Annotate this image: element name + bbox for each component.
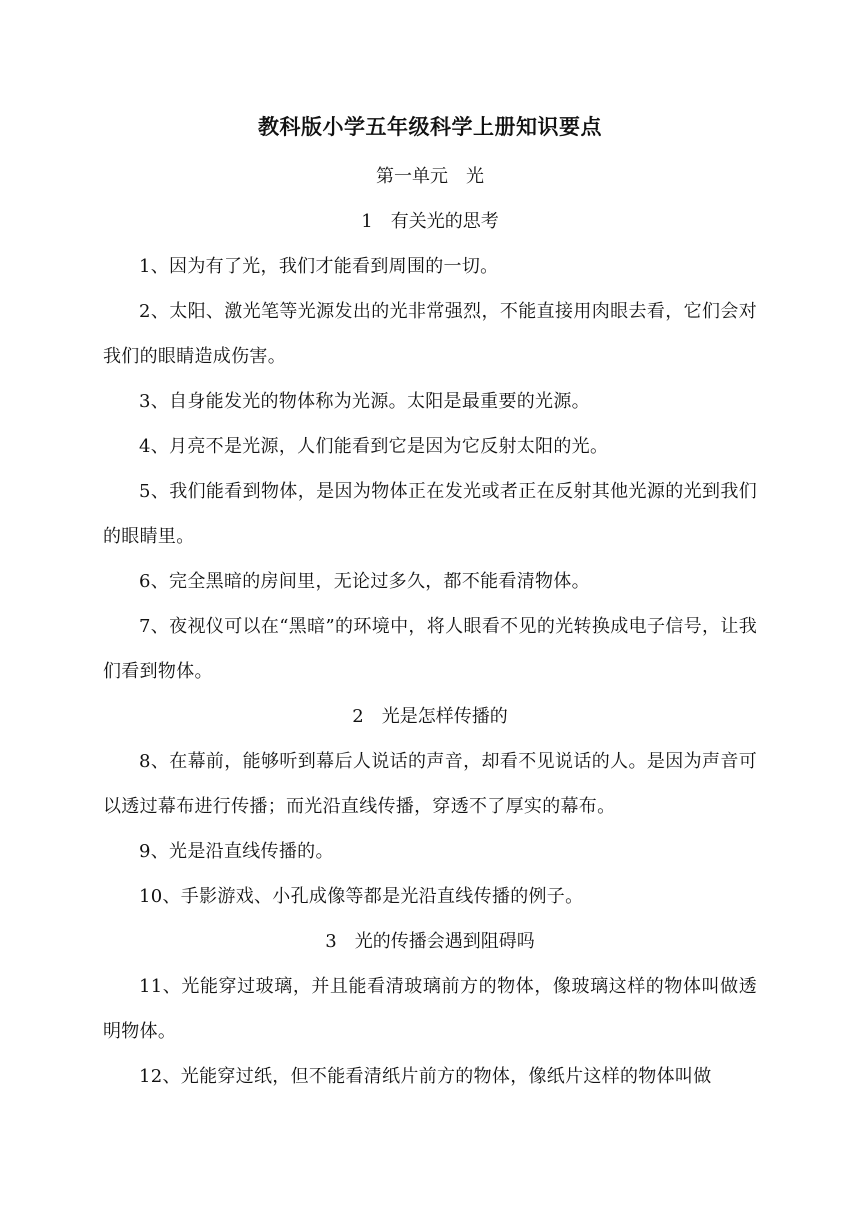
knowledge-point-4: 4、月亮不是光源，人们能看到它是因为它反射太阳的光。	[139, 436, 609, 457]
knowledge-point-2: 2、太阳、激光笔等光源发出的光非常强烈，不能直接用肉眼去看，它们会对我们的眼睛造成伤害。	[103, 301, 757, 367]
section-3-heading: 3 光的传播会遇到阻碍吗	[325, 931, 535, 952]
knowledge-point-12: 12、光能穿过纸，但不能看清纸片前方的物体，像纸片这样的物体叫做	[139, 1066, 712, 1087]
knowledge-point-5: 5、我们能看到物体，是因为物体正在发光或者正在反射其他光源的光到我们的眼睛里。	[103, 481, 757, 547]
document-content	[103, 100, 757, 1099]
document-title: 教科版小学五年级科学上册知识要点	[258, 114, 602, 139]
section-1-heading: 1 有关光的思考	[361, 211, 499, 232]
knowledge-point-8: 8、在幕前，能够听到幕后人说话的声音，却看不见说话的人。是因为声音可以透过幕布进行传播；而光沿直线传播，穿透不了厚实的幕布。	[103, 751, 757, 817]
knowledge-point-10: 10、手影游戏、小孔成像等都是光沿直线传播的例子。	[139, 886, 584, 907]
unit-heading: 第一单元 光	[376, 166, 484, 187]
section-2-heading: 2 光是怎样传播的	[352, 706, 508, 727]
knowledge-point-1: 1、因为有了光，我们才能看到周围的一切。	[139, 256, 499, 277]
knowledge-point-3: 3、自身能发光的物体称为光源。太阳是最重要的光源。	[139, 391, 590, 412]
knowledge-point-6: 6、完全黑暗的房间里，无论过多久，都不能看清物体。	[139, 571, 590, 592]
knowledge-point-7: 7、夜视仪可以在“黑暗”的环境中，将人眼看不见的光转换成电子信号，让我们看到物体。	[103, 616, 757, 682]
knowledge-point-11: 11、光能穿过玻璃，并且能看清玻璃前方的物体，像玻璃这样的物体叫做透明物体。	[103, 976, 757, 1042]
knowledge-point-9: 9、光是沿直线传播的。	[139, 841, 334, 862]
